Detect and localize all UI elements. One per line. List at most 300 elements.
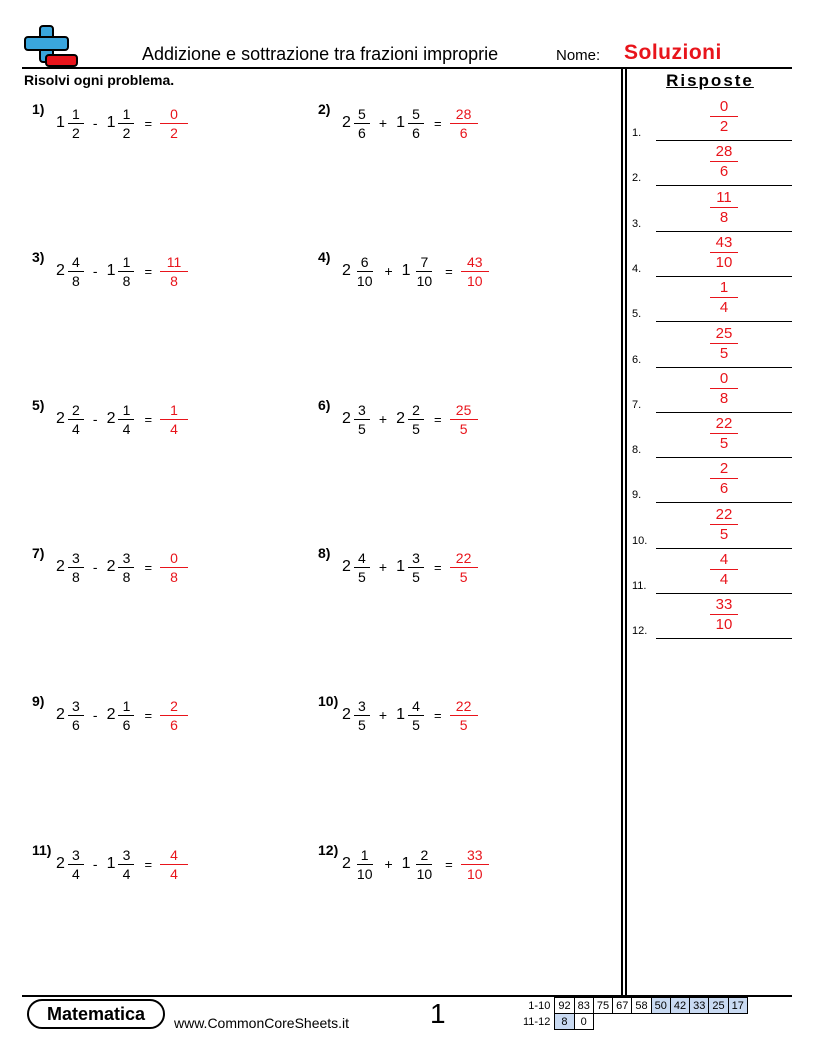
equals-sign: = [434,411,442,427]
answer-key-row [632,233,792,278]
fraction [354,549,370,586]
denominator: 8 [122,568,131,585]
denominator: 6 [170,716,178,733]
whole-part: 2 [106,706,116,723]
answer-column-divider [621,68,623,995]
answer-index: 2. [632,172,642,185]
fraction [354,253,376,290]
expression [56,397,188,441]
answer-line [656,412,792,413]
mixed-number-a [342,105,370,142]
answer-key-row [632,188,792,233]
denominator: 8 [719,208,729,226]
mixed-number-a [56,105,84,142]
denominator: 4 [170,420,178,437]
answer-fraction [702,233,746,272]
equals-sign: = [445,856,453,872]
numerator: 43 [710,233,738,253]
numerator: 2 [68,401,84,420]
equals-sign: = [434,707,442,723]
denominator: 8 [170,272,178,289]
fraction [414,253,436,290]
denominator: 5 [358,716,366,733]
mixed-number-b [107,401,135,438]
numerator: 33 [461,846,489,865]
whole-part: 1 [106,855,116,872]
denominator: 10 [715,616,733,634]
fraction [414,846,436,883]
denominator: 8 [122,272,131,289]
answer-key-row [632,324,792,369]
numerator: 1 [160,401,188,420]
numerator: 2 [710,459,738,479]
fraction [408,549,424,586]
fraction [118,846,134,883]
denominator: 10 [356,272,373,289]
fraction [160,846,188,883]
score-cell: 42 [670,998,689,1014]
numerator: 3 [68,549,84,568]
numerator: 3 [408,549,424,568]
numerator: 22 [450,697,478,716]
fraction [68,697,84,734]
numerator: 5 [408,105,424,124]
whole-part: 2 [56,262,65,279]
problem-number: 3) [32,249,45,265]
name-value: Soluzioni [624,41,722,64]
whole-part: 1 [106,114,116,131]
numerator: 22 [710,505,738,525]
fraction [450,697,478,734]
denominator: 10 [416,865,433,882]
answer-line [656,185,792,186]
numerator: 3 [68,846,84,865]
score-cell: 67 [613,998,632,1014]
whole-part: 1 [401,262,411,279]
numerator: 7 [416,253,432,272]
denominator: 5 [459,716,468,733]
mixed-number-b [107,253,135,290]
denominator: 8 [170,568,178,585]
operator: - [92,559,98,575]
operator: + [378,707,388,723]
numerator: 3 [354,697,370,716]
numerator: 25 [450,401,478,420]
answer-fraction [702,278,746,317]
operator: + [378,115,388,131]
equals-sign: = [144,263,153,279]
answer-column-divider [625,68,627,995]
answer-line [656,231,792,232]
score-row-label: 11-12 [523,1015,551,1028]
problem-number: 4) [318,249,331,265]
denominator: 10 [466,865,483,882]
equals-sign: = [144,115,153,131]
answer-line [656,367,792,368]
answer-key-row [632,595,792,640]
answer-fraction [702,550,746,589]
denominator: 4 [72,420,80,437]
mixed-number-a [342,401,370,438]
expression [342,397,478,441]
numerator: 5 [354,105,370,124]
denominator: 8 [719,389,729,407]
answer-index: 10. [632,534,648,547]
score-cell: 50 [651,998,670,1014]
denominator: 8 [72,272,80,289]
denominator: 6 [719,163,729,181]
name-label: Nome: [556,47,601,64]
problem-number: 10) [318,693,339,709]
answer-line [656,140,792,141]
answers-heading: Risposte [666,71,754,90]
problem-number: 7) [32,545,45,561]
denominator: 2 [719,118,729,135]
answer-fraction [702,142,746,181]
answer-line [656,548,792,549]
score-cell: 8 [555,1014,574,1030]
whole-part: 2 [56,558,65,575]
worksheet-title: Addizione e sottrazione tra frazioni improprie [142,44,499,64]
whole-part: 2 [342,855,351,872]
fraction [118,105,134,142]
numerator: 1 [118,697,134,716]
whole-part: 2 [342,558,351,575]
whole-part: 2 [56,855,65,872]
denominator: 10 [466,272,483,289]
numerator: 0 [160,105,188,124]
operator: - [92,115,98,131]
numerator: 22 [710,414,738,434]
numerator: 4 [710,550,738,570]
mixed-number-a [56,549,84,586]
answer-fraction [702,188,746,227]
fraction [68,105,84,142]
header-divider [22,67,792,69]
answer-fraction [702,505,746,544]
numerator: 3 [118,549,134,568]
whole-part: 2 [342,410,351,427]
mixed-number-b [396,697,424,734]
operator: - [92,411,98,427]
answer-line [656,502,792,503]
mixed-number-a [342,549,370,586]
numerator: 4 [408,697,424,716]
mixed-number-b [396,549,424,586]
answer-key-row [632,369,792,414]
numerator: 43 [461,253,489,272]
fraction [160,105,188,142]
fraction [354,846,376,883]
problem-number: 6) [318,397,331,413]
numerator: 1 [118,401,134,420]
fraction [354,401,370,438]
denominator: 5 [358,420,366,437]
denominator: 6 [72,716,80,733]
numerator: 3 [68,697,84,716]
answer-index: 8. [632,444,642,457]
denominator: 5 [719,344,729,362]
mixed-number-a [342,697,370,734]
answer-index: 7. [632,398,642,411]
problem-number: 2) [318,101,331,117]
denominator: 4 [122,420,131,437]
operator: + [384,263,393,279]
expression [56,842,188,886]
fraction [118,697,134,734]
answer-fraction [702,414,746,453]
score-cell: 83 [574,998,593,1014]
denominator: 5 [412,568,420,585]
mixed-number-a [342,253,375,290]
score-row [520,998,747,1014]
expression [56,545,188,589]
answer-fraction [702,369,746,408]
answer-fraction [702,97,746,136]
problem-number: 8) [318,545,331,561]
denominator: 4 [719,571,729,588]
problem-number: 12) [318,842,339,858]
answer-index: 3. [632,217,642,230]
expression [342,249,489,293]
answer-line [656,276,792,277]
numerator: 33 [710,595,738,615]
answer-key-row [632,550,792,595]
whole-part: 2 [106,410,116,427]
answer-index: 4. [632,262,642,275]
numerator: 1 [357,846,373,865]
operator: - [92,856,98,872]
instructions: Risolvi ogni problema. [24,72,175,88]
score-table [520,997,748,1030]
problem-number: 1) [32,101,45,117]
answer-index: 12. [632,625,648,638]
denominator: 6 [412,124,420,141]
score-row [520,1014,747,1030]
expression [342,693,478,737]
score-row-label: 1-10 [528,999,551,1012]
whole-part: 1 [396,114,405,131]
operator: + [378,559,388,575]
answer-key-row [632,97,792,142]
numerator: 4 [354,549,370,568]
denominator: 5 [459,420,468,437]
denominator: 10 [416,272,433,289]
whole-part: 2 [342,262,351,279]
fraction [354,697,370,734]
numerator: 3 [354,401,370,420]
answer-line [656,321,792,322]
page-number: 1 [430,998,446,1029]
fraction [461,253,489,290]
fraction [68,846,84,883]
numerator: 0 [160,549,188,568]
answer-fraction [702,324,746,363]
equals-sign: = [445,263,453,279]
mixed-number-a [56,253,84,290]
denominator: 8 [72,568,80,585]
problem-number: 11) [32,842,52,858]
score-cell: 75 [593,998,612,1014]
score-cell: 92 [555,998,574,1014]
whole-part: 1 [56,114,65,131]
equals-sign: = [434,559,442,575]
answer-line [656,457,792,458]
numerator: 0 [710,97,738,117]
fraction [68,549,84,586]
expression [342,545,478,589]
whole-part: 2 [56,706,65,723]
fraction [160,253,188,290]
numerator: 28 [450,105,478,124]
expression [342,842,489,886]
score-cell: 58 [632,998,651,1014]
fraction [408,401,424,438]
mixed-number-a [342,846,375,883]
answer-key-row [632,459,792,504]
problem-number: 5) [32,397,45,413]
denominator: 6 [122,716,131,733]
fraction [68,253,84,290]
numerator: 4 [160,846,188,865]
fraction [118,253,134,290]
score-cell: 0 [574,1014,593,1030]
denominator: 6 [358,124,366,141]
denominator: 2 [170,124,178,141]
fraction [450,549,478,586]
fraction [354,105,370,142]
numerator: 1 [118,253,134,272]
denominator: 4 [170,865,178,882]
equals-sign: = [144,856,153,872]
whole-part: 2 [396,410,405,427]
expression [56,101,188,145]
numerator: 2 [416,846,432,865]
equals-sign: = [144,411,153,427]
mixed-number-a [56,846,84,883]
answer-key-row [632,414,792,459]
fraction [450,105,478,142]
mixed-number-b [107,105,135,142]
fraction [118,549,134,586]
denominator: 6 [719,480,729,498]
answer-index: 11. [632,580,647,592]
site-url[interactable]: www.CommonCoreSheets.it [174,1015,350,1031]
fraction [450,401,478,438]
answer-index: 1. [632,127,642,139]
math-logo-icon [22,24,80,68]
numerator: 25 [710,324,738,344]
expression [56,693,188,737]
mixed-number-a [56,697,84,734]
numerator: 2 [408,401,424,420]
fraction [408,105,424,142]
equals-sign: = [434,115,442,131]
whole-part: 2 [106,558,116,575]
whole-part: 1 [396,706,405,723]
mixed-number-b [107,697,135,734]
numerator: 1 [710,278,738,298]
mixed-number-b [402,253,435,290]
brand-badge: Matematica [27,999,165,1029]
fraction [408,697,424,734]
mixed-number-b [396,401,424,438]
answer-line [656,593,792,594]
expression [342,101,478,145]
expression [56,249,188,293]
answer-index: 9. [632,489,642,502]
answer-fraction [702,595,746,634]
denominator: 4 [72,865,80,882]
equals-sign: = [144,707,153,723]
denominator: 5 [412,716,420,733]
numerator: 6 [357,253,373,272]
answer-line [656,638,792,639]
denominator: 4 [719,299,729,317]
denominator: 5 [459,568,468,585]
fraction [461,846,489,883]
whole-part: 2 [342,706,351,723]
denominator: 5 [719,435,729,453]
denominator: 4 [122,865,131,882]
operator: + [378,411,388,427]
denominator: 2 [72,124,80,141]
numerator: 0 [710,369,738,389]
numerator: 11 [710,188,738,208]
numerator: 11 [160,253,188,272]
score-cell: 17 [728,998,747,1014]
denominator: 5 [412,420,420,437]
answer-key-row [632,142,792,187]
mixed-number-b [107,549,135,586]
numerator: 3 [118,846,134,865]
mixed-number-b [107,846,135,883]
fraction [160,401,188,438]
score-cell: 25 [709,998,728,1014]
denominator: 10 [715,253,733,271]
operator: + [384,856,393,872]
numerator: 1 [68,105,84,124]
answer-key-row [632,505,792,550]
score-cell: 33 [690,998,709,1014]
fraction [68,401,84,438]
denominator: 2 [122,124,131,141]
answer-index: 6. [632,353,642,366]
numerator: 28 [710,142,738,162]
answer-index: 5. [632,308,642,321]
equals-sign: = [144,559,153,575]
numerator: 22 [450,549,478,568]
denominator: 6 [459,124,468,141]
operator: - [92,263,98,279]
problem-number: 9) [32,693,45,709]
whole-part: 1 [401,855,411,872]
numerator: 1 [118,105,134,124]
denominator: 5 [719,525,729,543]
mixed-number-b [402,846,435,883]
fraction [160,549,188,586]
fraction [160,697,188,734]
denominator: 10 [356,865,373,882]
whole-part: 2 [342,114,351,131]
numerator: 2 [160,697,188,716]
whole-part: 1 [106,262,116,279]
operator: - [92,707,98,723]
whole-part: 2 [56,410,65,427]
mixed-number-a [56,401,84,438]
whole-part: 1 [396,558,405,575]
mixed-number-b [396,105,424,142]
